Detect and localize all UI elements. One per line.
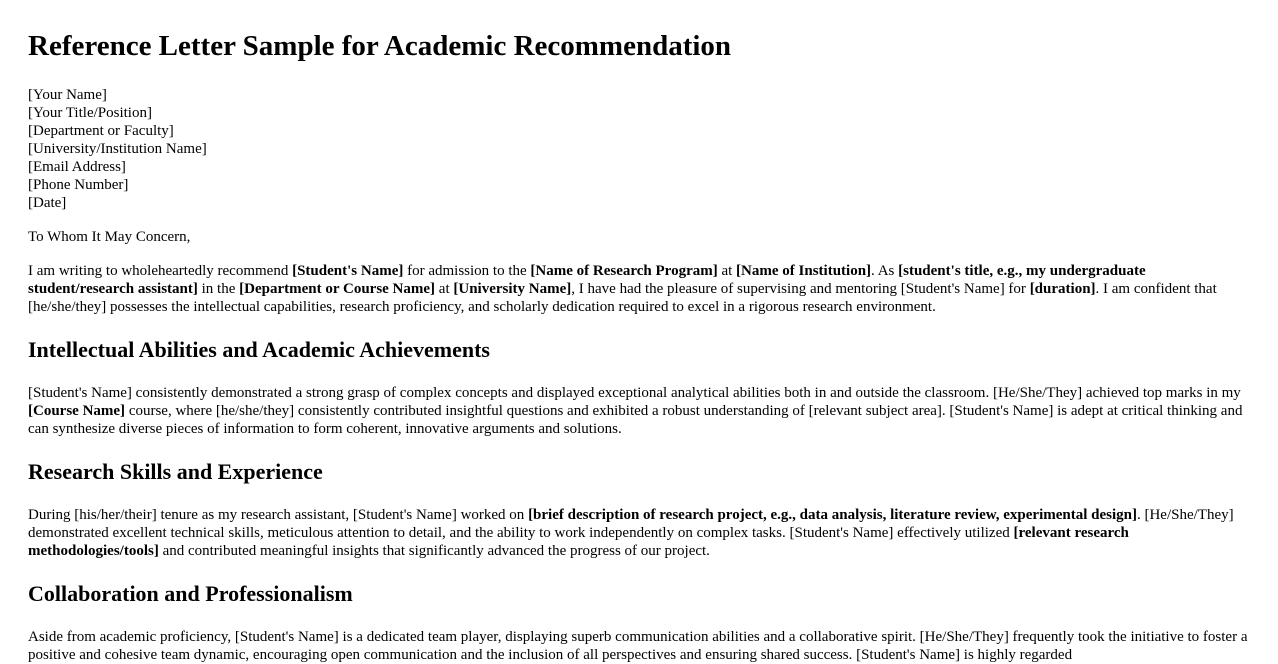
intro-text: . As: [871, 263, 899, 279]
sender-department: [Department or Faculty]: [28, 123, 174, 139]
section-heading-collaboration: Collaboration and Professionalism: [28, 581, 353, 606]
paragraph-bold-text: [Course Name]: [28, 403, 126, 419]
page-title: Reference Letter Sample for Academic Recommendation: [28, 30, 732, 62]
intro-bold-text: [Name of Research Program]: [530, 263, 718, 279]
section-heading-research: Research Skills and Experience: [28, 459, 323, 484]
section-paragraph-collaboration: [28, 628, 1250, 664]
sender-institution: [University/Institution Name]: [28, 141, 207, 157]
intro-bold-text: [duration]: [1029, 281, 1096, 297]
paragraph-text: course, where [he/she/they] consistently contributed insightful questions and exhibited a robust understanding of [relevant subject area]. [Student's Name] is adept at critical thinking and can synthesize diverse pieces of information to form coherent, innovative arguments and solutions.: [28, 403, 1243, 437]
intro-bold-text: [Student's Name]: [292, 263, 404, 279]
intro-text: for admission to the: [403, 263, 531, 279]
intro-text: in the: [197, 281, 240, 297]
section-paragraph-research: [28, 506, 1250, 560]
paragraph-text: During [his/her/their] tenure as my research assistant, [Student's Name] worked on: [28, 507, 529, 523]
intro-bold-text: [Department or Course Name]: [239, 281, 436, 297]
sender-title: [Your Title/Position]: [28, 105, 152, 121]
paragraph-text: Aside from academic proficiency, [Student's Name] is a dedicated team player, displaying superb communication abilities and a collaborative spirit. [He/She/They] frequently took the initiative to foster a positive and cohesive team dynamic, encouraging open communication and the inclusion of all perspectives and ensuring shared success. [Student's Name] is highly regarded: [28, 629, 1248, 663]
paragraph-text: and contributed meaningful insights that significantly advanced the progress of our project.: [158, 543, 710, 559]
intro-text: , I have had the pleasure of supervising and mentoring [Student's Name] for: [571, 281, 1030, 297]
paragraph-text: [Student's Name] consistently demonstrated a strong grasp of complex concepts and displayed exceptional analytical abilities both in and outside the classroom. [He/She/They] achieved top marks in my: [28, 385, 1241, 401]
sender-phone: [Phone Number]: [28, 177, 129, 193]
intro-text: at: [435, 281, 454, 297]
intro-text: at: [717, 263, 737, 279]
intro-text: I am writing to wholeheartedly recommend: [28, 263, 293, 279]
intro-bold-text: [University Name]: [453, 281, 572, 297]
paragraph-bold-text: [relevant research methodologies/tools]: [28, 525, 1129, 559]
sender-block: [28, 86, 1250, 212]
section-heading-intellectual: Intellectual Abilities and Academic Achievements: [28, 337, 490, 362]
sender-name: [Your Name]: [28, 87, 107, 103]
sender-email: [Email Address]: [28, 159, 126, 175]
sender-date: [Date]: [28, 195, 67, 211]
intro-text: . I am confident that [he/she/they] possesses the intellectual capabilities, research proficiency, and scholarly dedication required to excel in a rigorous research environment.: [28, 281, 1217, 315]
section-paragraph-intellectual: [28, 384, 1250, 438]
greeting: To Whom It May Concern,: [28, 229, 191, 245]
intro-bold-text: [Name of Institution]: [736, 263, 872, 279]
intro-paragraph: [28, 262, 1250, 316]
intro-bold-text: [student's title, e.g., my undergraduate student/research assistant]: [28, 263, 1146, 297]
paragraph-bold-text: [brief description of research project, e.g., data analysis, literature review, experimental design]: [528, 507, 1137, 523]
paragraph-text: . [He/She/They] demonstrated excellent technical skills, meticulous attention to detail, and the ability to work independently on complex tasks. [Student's Name] effectively utilized: [28, 507, 1234, 541]
